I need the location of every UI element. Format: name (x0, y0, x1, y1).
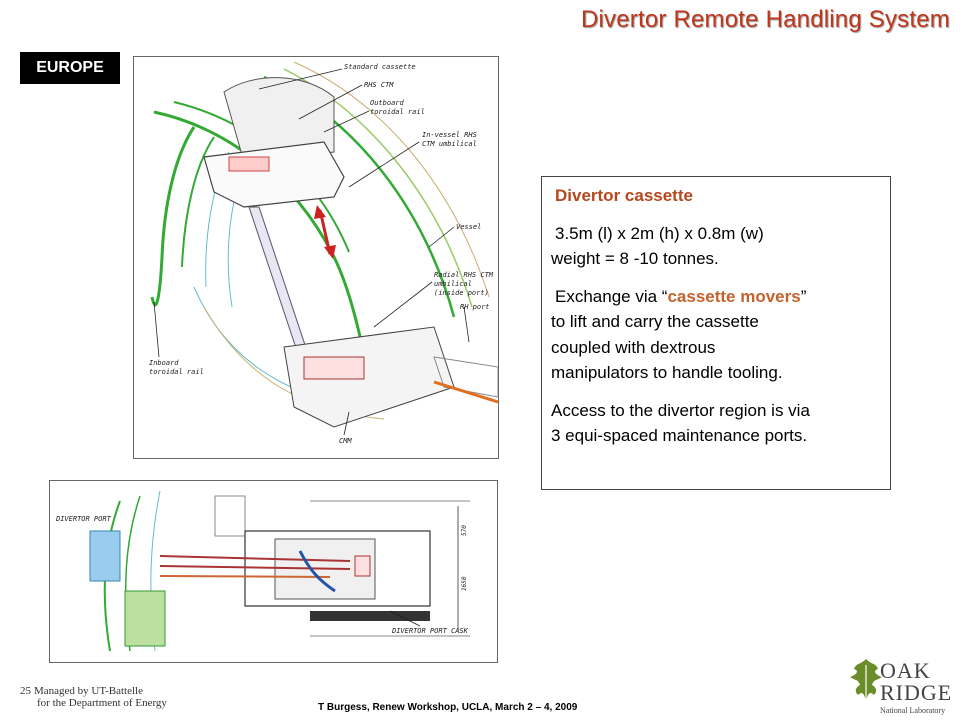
label-outboard-1: Outboard (370, 99, 404, 107)
managed-line-2: for the Department of Energy (37, 697, 167, 709)
divertor-port-diagram (49, 480, 498, 663)
label-dim-1650: 1650 (461, 576, 468, 591)
cassette-dimensions: 3.5m (l) x 2m (h) x 0.8m (w) (555, 223, 764, 243)
label-radial-1: Radial RHS CTM (434, 271, 494, 279)
access-line-1: Access to the divertor region is via (551, 400, 810, 420)
cassette-mover-diagram (133, 56, 499, 459)
label-umbilical-2: CTM umbilical (422, 140, 477, 148)
spacer (551, 386, 882, 398)
motion-arrow-icon (314, 205, 336, 259)
label-outboard-2: toroidal rail (370, 108, 425, 116)
label-rhs-ctm: RHS CTM (364, 81, 394, 89)
label-divertor-port-cask: DIVERTOR PORT CASK (392, 627, 468, 635)
label-cmm: CMM (339, 437, 352, 445)
exchange-line-4: manipulators to handle tooling. (551, 363, 783, 382)
exchange-line-3: coupled with dextrous (551, 337, 716, 357)
managed-line-1: Managed by UT-Battelle (34, 685, 143, 697)
label-radial-2: umbilical (434, 280, 472, 288)
footer-managed (20, 685, 167, 709)
label-dim-570: 570 (461, 525, 468, 536)
label-vessel: Vessel (456, 223, 482, 231)
slide-number: 25 (20, 685, 31, 697)
access-line-2: 3 equi-spaced maintenance ports. (551, 426, 808, 445)
divertor-port-drawing (50, 481, 497, 662)
exchange-line-2: to lift and carry the cassette (551, 312, 759, 331)
label-umbilical-1: In-vessel RHS (422, 131, 477, 139)
spacer (551, 272, 882, 284)
cassette-heading: Divertor cassette (555, 186, 693, 205)
exchange-line (551, 284, 882, 310)
oak-ridge-wordmark (880, 660, 952, 715)
label-rh-port: RH port (460, 303, 490, 311)
exchange-pre: Exchange via “ (555, 286, 668, 306)
exchange-post: ” (800, 286, 807, 306)
footer-citation: T Burgess, Renew Workshop, UCLA, March 2 – 4, 2009 (318, 702, 578, 713)
label-inboard-2: toroidal rail (149, 368, 204, 376)
label-radial-3: (inside port) (434, 289, 489, 297)
label-divertor-port: DIVERTOR PORT (56, 515, 111, 523)
logo-oak: OAK (880, 658, 931, 683)
label-inboard-1: Inboard (149, 359, 179, 367)
cassette-movers-highlight: cassette movers (667, 286, 801, 306)
cassette-mover-drawing (134, 57, 498, 458)
region-tag: EUROPE (20, 52, 120, 84)
spacer (551, 209, 882, 221)
logo-national-lab: National Laboratory (880, 706, 946, 715)
cassette-info-box (541, 176, 891, 490)
label-standard-cassette: Standard cassette (344, 63, 416, 71)
slide-title: Divertor Remote Handling System (580, 6, 950, 33)
logo-ridge: RIDGE (880, 680, 953, 705)
cassette-weight: weight = 8 -10 tonnes. (551, 249, 719, 268)
